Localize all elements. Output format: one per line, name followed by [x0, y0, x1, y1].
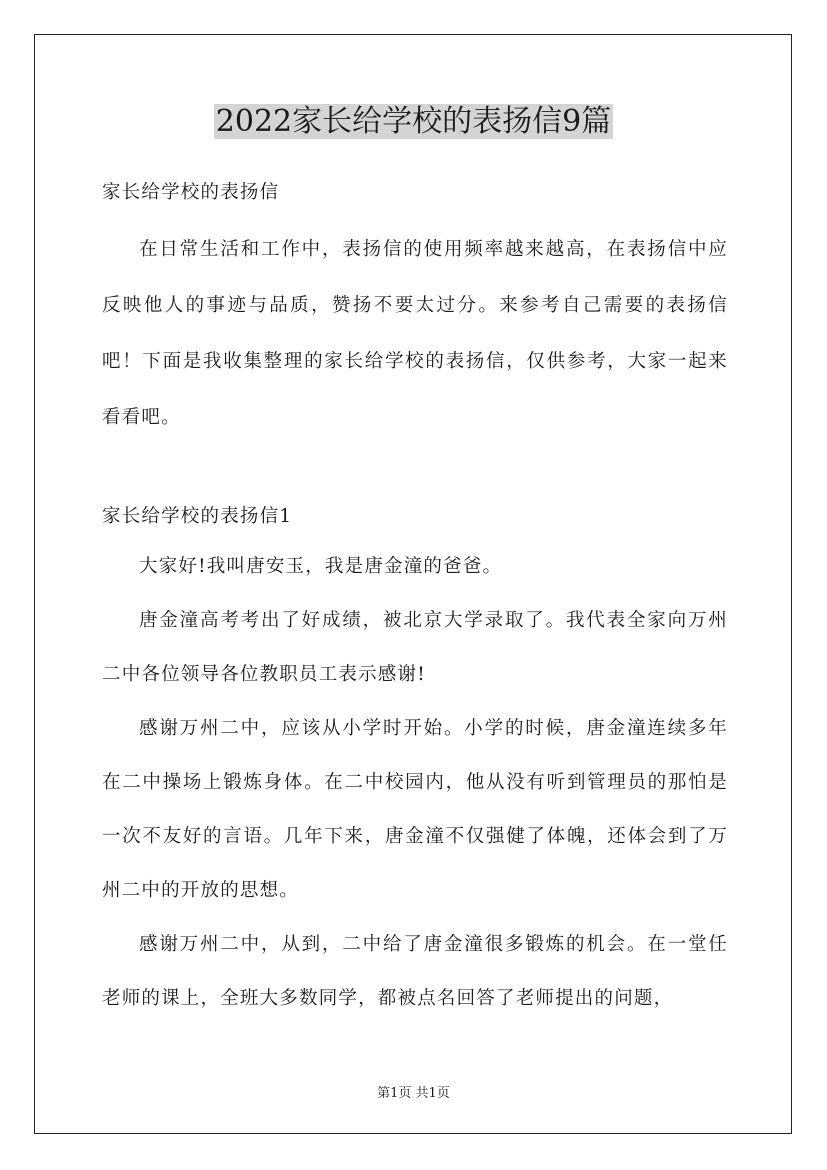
- section1-paragraph-3: 感谢万州二中，应该从小学时开始。小学的时候，唐金潼连续多年在二中操场上锻炼身体。在二中校园内，他从没有听到管理员的那怕是一次不友好的言语。几年下来，唐金潼不仅强健了体魄，还体会到了万州二中的开放的思想。: [102, 718, 728, 901]
- section1-paragraph-4: 感谢万州二中，从到，二中给了唐金潼很多锻炼的机会。在一堂任老师的课上，全班大多数同学，都被点名回答了老师提出的问题，: [102, 934, 728, 1009]
- intro-heading: 家长给学校的表扬信: [102, 182, 280, 203]
- document-title-container: [0, 100, 827, 144]
- section1-paragraph-1: 大家好!我叫唐安玉，我是唐金潼的爸爸。: [139, 556, 503, 577]
- section1-heading: 家长给学校的表扬信1: [102, 506, 293, 527]
- page-footer: [0, 1082, 827, 1101]
- page-number: 第1页 共1页: [377, 1086, 450, 1101]
- document-title: 2022家长给学校的表扬信9篇: [215, 104, 612, 139]
- document-body: [102, 170, 728, 1026]
- intro-paragraph: 在日常生活和工作中，表扬信的使用频率越来越高，在表扬信中应反映他人的事迹与品质，赞扬不要太过分。来参考自己需要的表扬信吧！下面是我收集整理的家长给学校的表扬信，仅供参考，大家一起来看看吧。: [102, 239, 728, 428]
- section1-paragraph-2: 唐金潼高考考出了好成绩，被北京大学录取了。我代表全家向万州二中各位领导各位教职员工表示感谢!: [102, 610, 728, 685]
- section-spacer: [102, 446, 728, 494]
